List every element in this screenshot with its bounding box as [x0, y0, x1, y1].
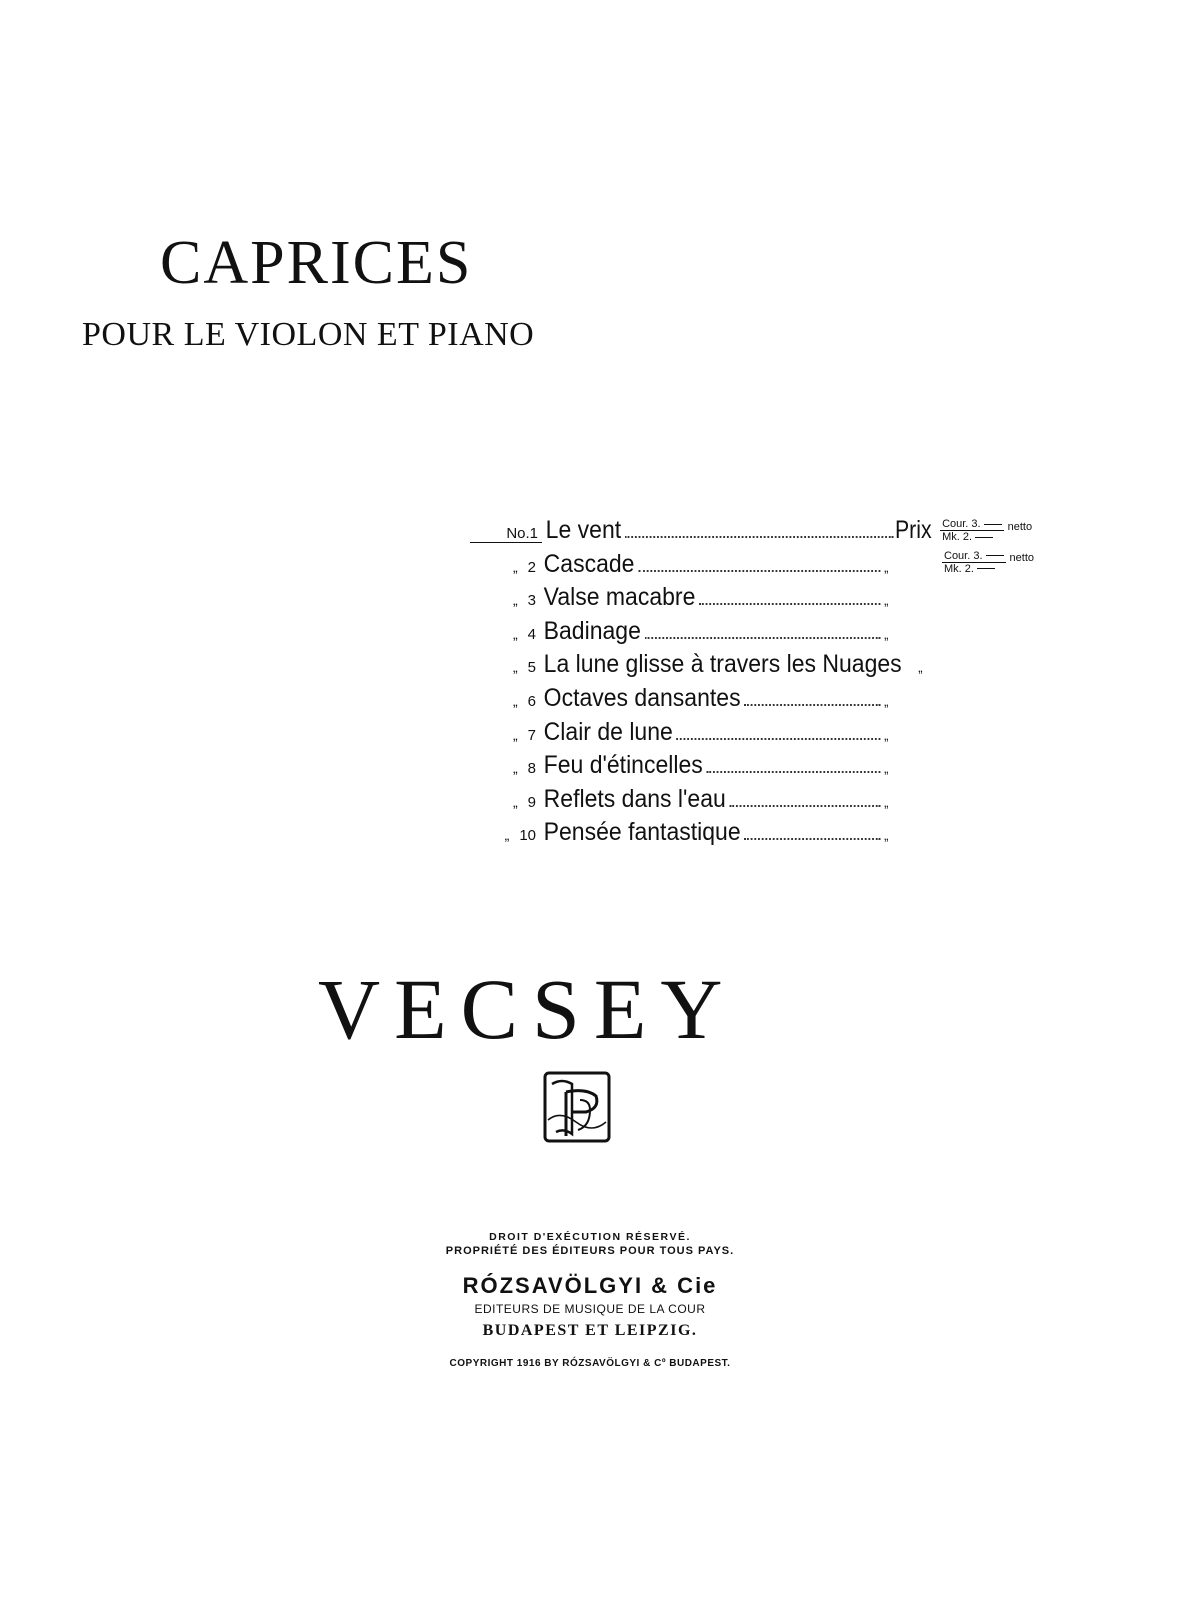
item-title: Pensée fantastique — [543, 818, 741, 847]
page-title: CAPRICES — [160, 229, 473, 297]
leader-dots — [706, 771, 880, 773]
ditto-mark: „ — [512, 793, 518, 810]
list-item — [470, 650, 1070, 684]
ditto-mark: „ — [884, 760, 889, 777]
publisher-role: EDITEURS DE MUSIQUE DE LA COUR — [474, 1302, 706, 1316]
list-item — [470, 516, 1070, 550]
monogram-icon — [542, 1070, 612, 1144]
item-number: No.1 — [506, 525, 538, 542]
ditto-mark: „ — [884, 726, 889, 743]
ditto-mark: „ — [512, 726, 518, 743]
item-number: 4 — [527, 625, 536, 643]
item-number: 6 — [527, 692, 536, 710]
price-currency-1: Cour. 3. — [942, 518, 981, 530]
ditto-mark: „ — [512, 692, 518, 709]
list-item — [470, 751, 1070, 785]
price — [940, 550, 1034, 575]
price — [895, 516, 1032, 545]
item-title: Badinage — [543, 616, 641, 645]
list-item — [470, 550, 1070, 584]
leader-dots — [699, 603, 880, 605]
leader-dots — [744, 838, 880, 840]
leader-dots — [645, 637, 881, 639]
rights-reserved: DROIT D'EXÉCUTION RÉSERVÉ. — [489, 1231, 691, 1243]
list-item — [470, 818, 1070, 852]
price-currency-1: Cour. 3. — [944, 549, 983, 562]
list-item — [470, 617, 1070, 651]
publisher-name: RÓZSAVÖLGYI & Cie — [462, 1273, 718, 1298]
item-number: 7 — [527, 726, 536, 744]
ditto-mark: „ — [884, 827, 889, 844]
ditto-mark: „ — [512, 659, 518, 676]
item-title: Cascade — [543, 549, 635, 578]
price-netto: netto — [1007, 520, 1033, 533]
leader-dots — [729, 805, 880, 807]
item-number: 9 — [527, 793, 536, 811]
subtitle: POUR LE VIOLON ET PIANO — [82, 316, 535, 353]
ditto-mark: „ — [884, 793, 889, 810]
item-number: 8 — [527, 760, 536, 778]
publisher-cities: BUDAPEST ET LEIPZIG. — [482, 1322, 698, 1339]
item-number: 2 — [527, 558, 536, 576]
price-currency-2: Mk. 2. — [944, 562, 974, 575]
list-item — [470, 785, 1070, 819]
item-title: Feu d'étincelles — [543, 751, 703, 780]
ditto-mark: „ — [512, 760, 518, 777]
leader-dots — [625, 536, 894, 538]
ditto-mark: „ — [512, 558, 518, 575]
ditto-mark: „ — [884, 558, 889, 575]
property-notice: PROPRIÉTÉ DES ÉDITEURS POUR TOUS PAYS. — [445, 1245, 735, 1257]
item-number: 10 — [519, 827, 536, 845]
ditto-mark: „ — [884, 692, 889, 709]
contents-list — [470, 516, 1070, 852]
item-title: Reflets dans l'eau — [543, 784, 726, 813]
list-item — [470, 718, 1070, 752]
ditto-mark: „ — [884, 592, 889, 609]
item-title: Octaves dansantes — [543, 683, 741, 712]
list-item — [470, 684, 1070, 718]
item-title: Le vent — [545, 516, 622, 544]
composer-name: VECSEY — [318, 961, 737, 1057]
price-label: Prix — [895, 516, 932, 544]
price-currency-2: Mk. 2. — [942, 531, 973, 543]
ditto-mark: „ — [512, 625, 518, 642]
ditto-mark: „ — [918, 659, 923, 676]
leader-dots — [638, 570, 880, 572]
copyright: COPYRIGHT 1916 BY RÓZSAVÖLGYI & Cº BUDAPEST. — [449, 1358, 731, 1369]
list-item — [470, 583, 1070, 617]
ditto-mark: „ — [512, 592, 518, 609]
item-title: Clair de lune — [543, 717, 673, 746]
item-number: 3 — [527, 592, 536, 610]
publisher-logo-icon — [542, 1070, 612, 1144]
price-fraction — [940, 518, 1004, 543]
leader-dots — [676, 738, 880, 740]
ditto-mark: „ — [884, 625, 889, 642]
item-number: 5 — [527, 659, 536, 677]
item-title: Valse macabre — [543, 583, 696, 612]
item-title: La lune glisse à travers les Nuages — [543, 650, 902, 679]
ditto-mark: „ — [504, 827, 510, 844]
price-netto: netto — [1009, 552, 1034, 565]
leader-dots — [744, 704, 880, 706]
price-fraction — [942, 550, 1006, 575]
